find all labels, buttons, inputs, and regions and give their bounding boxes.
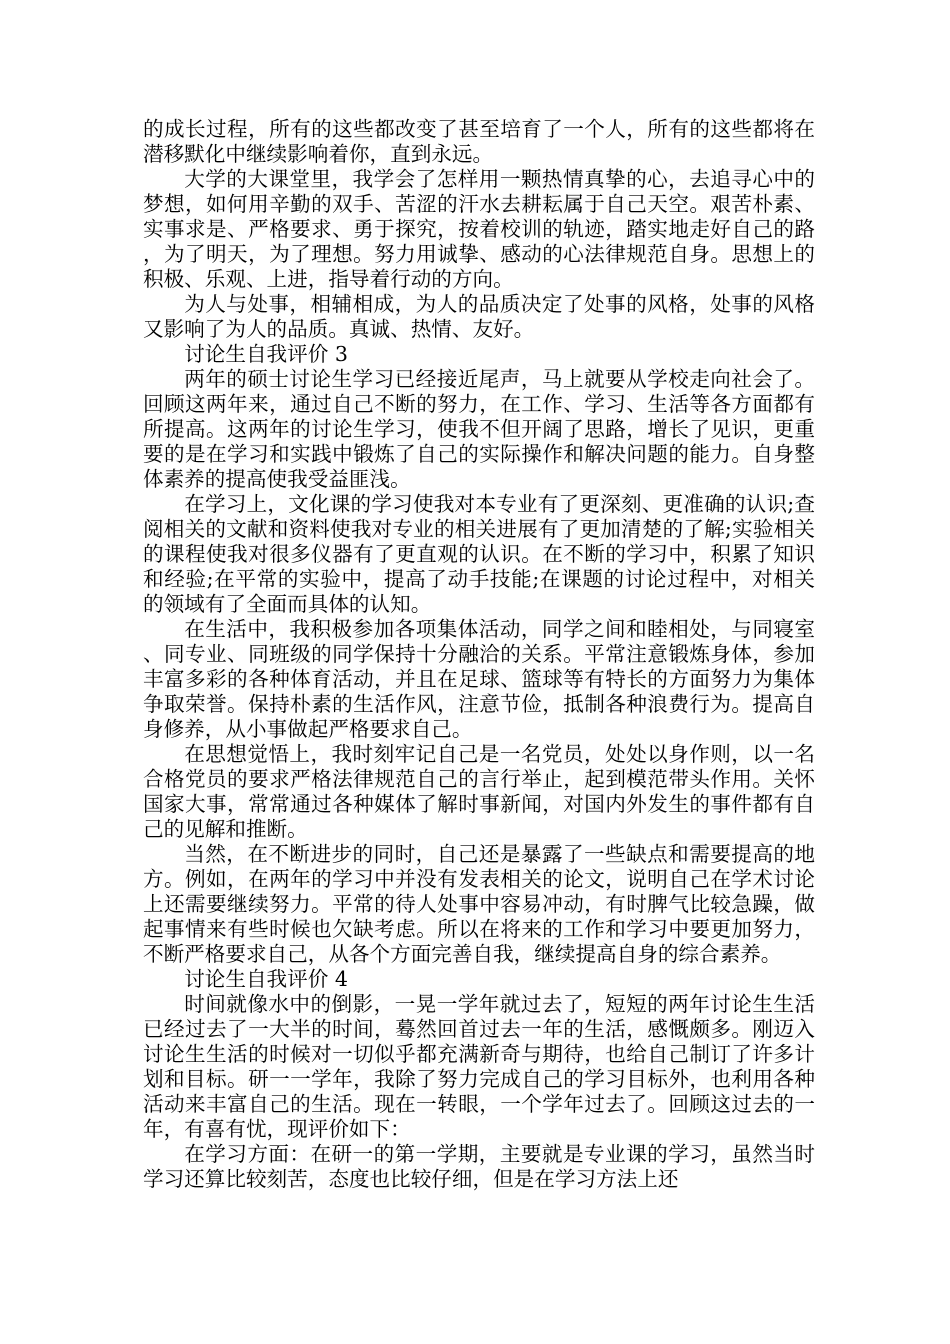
paragraph-study-aspect: 在学习方面：在研一的第一学期，主要就是专业课的学习，虽然当时学习还算比较刻苦，态度也比较仔细，但是在学习方法上还 <box>143 1142 815 1191</box>
paragraph-time: 时间就像水中的倒影，一晃一学年就过去了，短短的两年讨论生生活已经过去了一大半的时间，蓦然回首过去一年的生活，感慨颇多。刚迈入讨论生生活的时候对一切似乎都充满新奇与期待，也给自己制订了许多计划和目标。研一一学年，我除了努力完成自己的学习目标外，也利用各种活动来丰富自己的生活。现在一转眼，一个学年过去了。回顾这过去的一年，有喜有忧，现评价如下： <box>143 992 815 1141</box>
paragraph-shortcomings: 当然，在不断进步的同时，自己还是暴露了一些缺点和需要提高的地方。例如，在两年的学习中并没有发表相关的论文，说明自己在学术讨论上还需要继续努力。平常的待人处事中容易冲动，有时脾气比较急躁，做起事情来有些时候也欠缺考虑。所以在将来的工作和学习中要更加努力，不断严格要求自己，从各个方面完善自我，继续提高自身的综合素养。 <box>143 842 815 966</box>
section-heading-4: 讨论生自我评价 4 <box>184 967 348 991</box>
paragraph-intro: 的成长过程，所有的这些都改变了甚至培育了一个人，所有的这些都将在潜移默化中继续影响着你，直到永远。 <box>143 117 815 166</box>
paragraph-classroom: 大学的大课堂里，我学会了怎样用一颗热情真挚的心，去追寻心中的梦想，如何用辛勤的双手、苦涩的汗水去耕耘属于自己天空。艰苦朴素、实事求是、严格要求、勇于探究，按着校训的轨迹，踏实地走好自己的路，为了明天，为了理想。努力用诚挚、感动的心法律规范自身。思想上的积极、乐观、上进，指导着行动的方向。 <box>143 167 815 291</box>
paragraph-ideology: 在思想觉悟上，我时刻牢记自己是一名党员，处处以身作则，以一名合格党员的要求严格法律规范自己的言行举止，起到模范带头作用。关怀国家大事，常常通过各种媒体了解时事新闻，对国内外发生的事件都有自己的见解和推断。 <box>143 742 815 841</box>
section-heading-3: 讨论生自我评价 3 <box>184 342 348 366</box>
document-page <box>143 117 815 1192</box>
paragraph-overview: 两年的硕士讨论生学习已经接近尾声，马上就要从学校走向社会了。回顾这两年来，通过自己不断的努力，在工作、学习、生活等各方面都有所提高。这两年的讨论生学习，使我不但开阔了思路，增长了见识，更重要的是在学习和实践中锻炼了自己的实际操作和解决问题的能力。自身整体素养的提高使我受益匪浅。 <box>143 367 815 491</box>
paragraph-study: 在学习上，文化课的学习使我对本专业有了更深刻、更准确的认识;查阅相关的文献和资料使我对专业的相关进展有了更加清楚的了解;实验相关的课程使我对很多仪器有了更直观的认识。在不断的学习中，积累了知识和经验;在平常的实验中，提高了动手技能;在课题的讨论过程中，对相关的领域有了全面而具体的认知。 <box>143 492 815 616</box>
paragraph-life: 在生活中，我积极参加各项集体活动，同学之间和睦相处，与同寝室、同专业、同班级的同学保持十分融洽的关系。平常注意锻炼身体，参加丰富多彩的各种体育活动，并且在足球、篮球等有特长的方面努力为集体争取荣誉。保持朴素的生活作风，注意节俭，抵制各种浪费行为。提高自身修养，从小事做起严格要求自己。 <box>143 617 815 741</box>
paragraph-conduct: 为人与处事，相辅相成，为人的品质决定了处事的风格，处事的风格又影响了为人的品质。真诚、热情、友好。 <box>143 292 815 341</box>
